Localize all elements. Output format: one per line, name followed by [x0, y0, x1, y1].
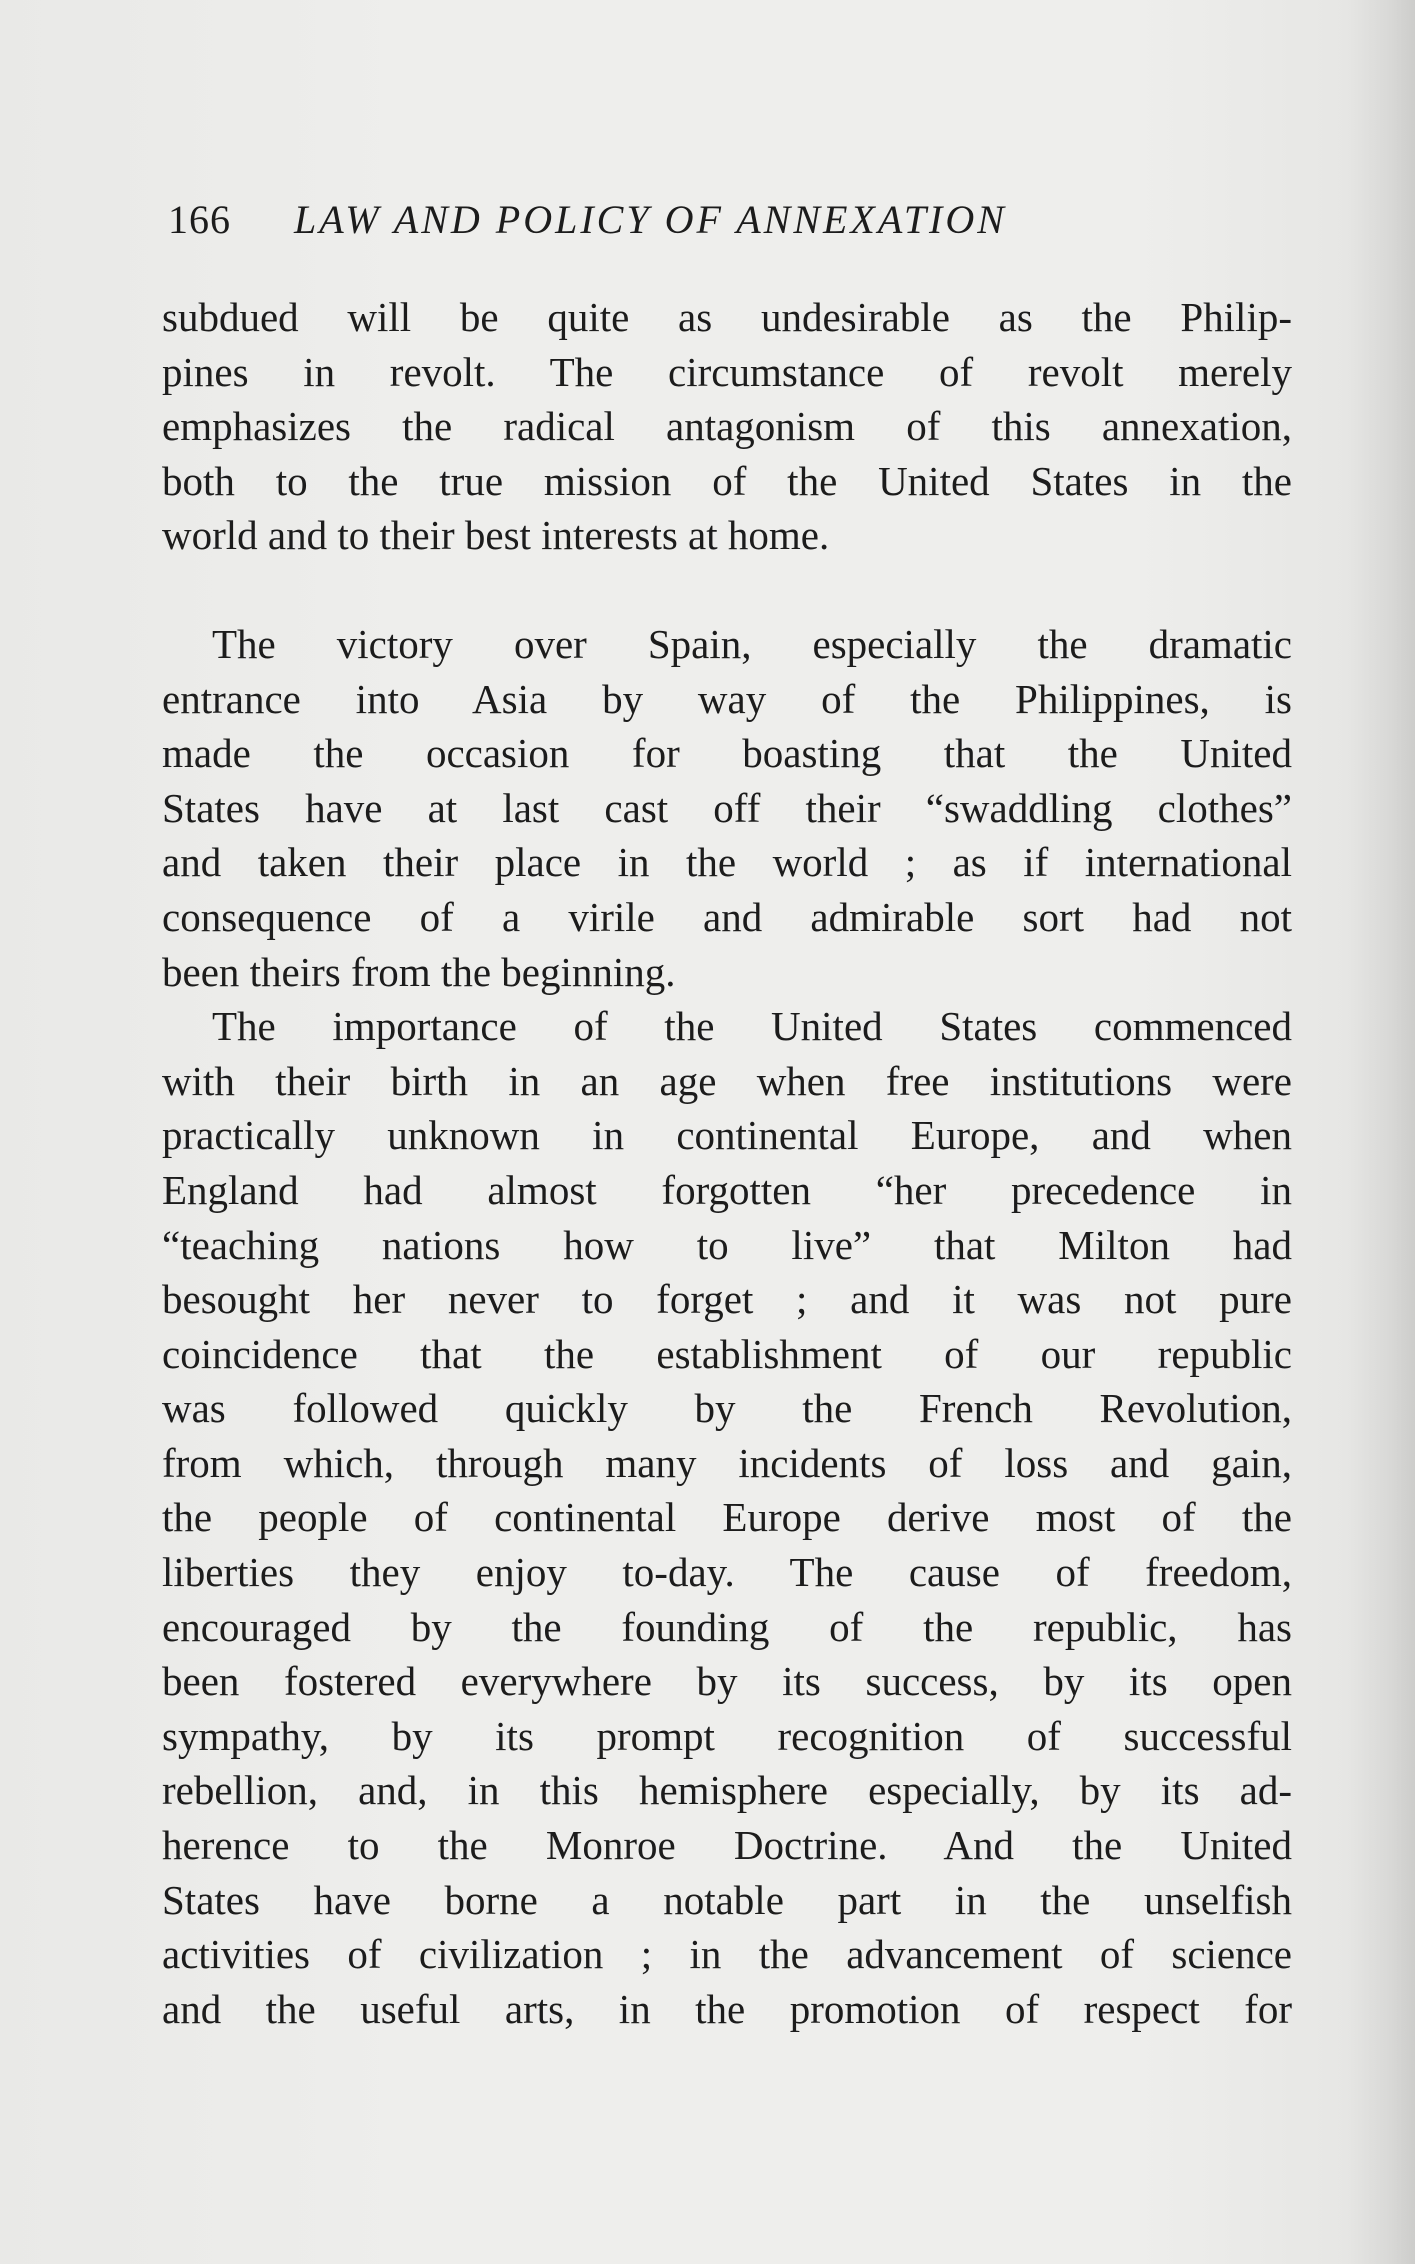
text-line: made the occasion for boasting that the United [162, 730, 1292, 777]
text-line: emphasizes the radical antagonism of this annexation, [162, 403, 1292, 450]
text-line: and the useful arts, in the promotion of respect for [162, 1985, 1292, 2032]
text-line: from which, through many incidents of loss and gain, [162, 1439, 1292, 1486]
text-line: and taken their place in the world ; as if international [162, 839, 1292, 886]
text-line: world and to their best interests at home. [162, 512, 830, 559]
body-text [162, 290, 1292, 2036]
text-line: coincidence that the establishment of our republic [162, 1330, 1292, 1377]
running-title: LAW AND POLICY OF ANNEXATION [294, 197, 1007, 242]
text-line: been theirs from the beginning. [162, 948, 676, 995]
page-edge-shadow [1345, 0, 1415, 2264]
text-line: “teaching nations how to live” that Milton had [162, 1221, 1292, 1268]
text-line: entrance into Asia by way of the Philippines, is [162, 675, 1292, 722]
text-line: besought her never to forget ; and it was not pure [162, 1276, 1292, 1323]
text-line: practically unknown in continental Europe, and when [162, 1112, 1292, 1159]
text-line: the people of continental Europe derive most of the [162, 1494, 1292, 1541]
text-line: herence to the Monroe Doctrine. And the United [162, 1822, 1292, 1869]
text-line: both to the true mission of the United States in the [162, 457, 1292, 504]
text-line: The importance of the United States commenced [212, 1003, 1292, 1050]
text-line: pines in revolt. The circumstance of revolt merely [162, 348, 1292, 395]
text-line: sympathy, by its prompt recognition of successful [162, 1712, 1292, 1759]
text-line: subdued will be quite as undesirable as the Philip- [162, 294, 1292, 340]
paragraph [162, 999, 1292, 2036]
text-line: States have borne a notable part in the unselfish [162, 1876, 1292, 1923]
text-line: England had almost forgotten “her precedence in [162, 1166, 1292, 1213]
text-line: encouraged by the founding of the republic, has [162, 1603, 1292, 1650]
text-line: was followed quickly by the French Revolution, [162, 1385, 1292, 1432]
paragraph [162, 290, 1292, 563]
running-head [168, 196, 1168, 244]
text-line: consequence of a virile and admirable sort had not [162, 893, 1292, 940]
text-line: rebellion, and, in this hemisphere especially, by its ad- [162, 1767, 1292, 1814]
page-number: 166 [168, 197, 231, 242]
text-line: activities of civilization ; in the advancement of science [162, 1931, 1292, 1978]
paragraph [162, 617, 1292, 999]
text-line: been fostered everywhere by its success, by its open [162, 1658, 1292, 1705]
text-line: The victory over Spain, especially the dramatic [212, 620, 1292, 667]
text-line: States have at last cast off their “swaddling clothes” [162, 784, 1292, 831]
paragraph-gap [162, 563, 1292, 617]
text-line: with their birth in an age when free institutions were [162, 1057, 1292, 1104]
text-line: liberties they enjoy to-day. The cause of freedom, [162, 1549, 1292, 1596]
